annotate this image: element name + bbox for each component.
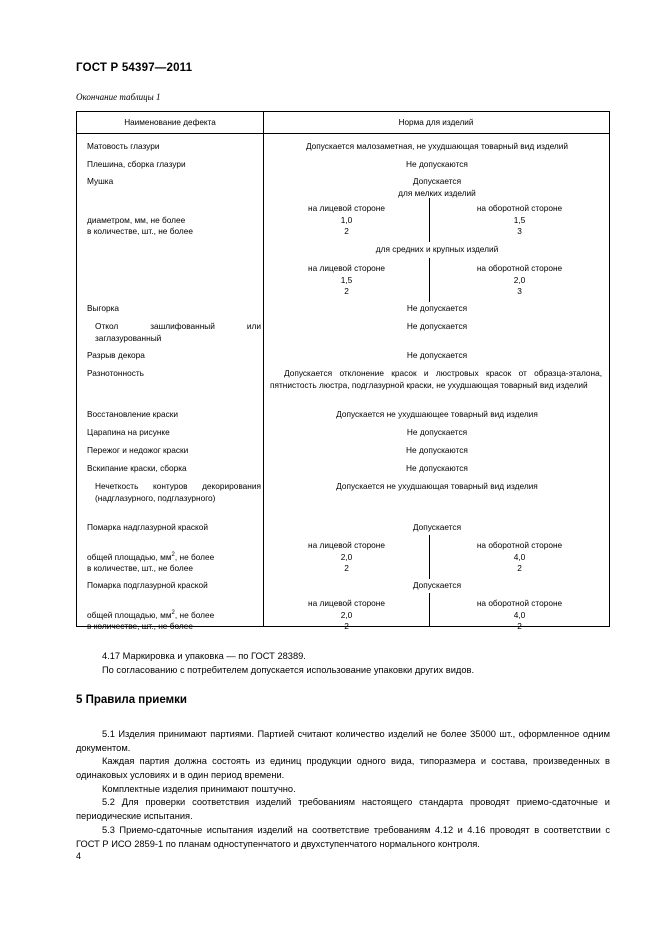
header-column-divider [263,112,264,134]
table-row-norm: Допускается [412,176,462,186]
value-back-area: 4,0 [513,552,526,562]
paragraph-5-1-c: Комплектные изделия принимают поштучно. [102,784,296,794]
value-medium-back-diameter: 2,0 [513,275,526,285]
sub-header-front: на лицевой стороне [307,598,385,608]
value-front-count: 2 [344,563,349,573]
value-back-count: 2 [517,621,522,631]
paragraph-5-2: 5.2 Для проверки соответствия изделий требованиям настоящего стандарта проводят приемо-сдаточные и периодические испытания. [76,797,610,821]
table-row: Помарка надглазурной краской [87,522,208,532]
value-small-back-count: 3 [517,226,522,236]
table-row: Откол зашлифованный или заглазурованный [95,321,261,343]
superscript-two: 2 [171,610,175,617]
value-small-front-count: 2 [344,226,349,236]
table-caption: Окончание таблицы 1 [76,92,161,102]
page-title: ГОСТ Р 54397—2011 [76,62,193,74]
value-medium-front-diameter: 1,5 [340,275,353,285]
sub-defect-area: общей площадью, $мм^2$, не более [87,610,215,620]
table-row-norm: Не допускается [406,303,468,313]
section-heading-5: 5 Правила приемки [76,694,187,706]
value-medium-back-count: 3 [517,286,522,296]
value-front-area: 2,0 [340,610,353,620]
value-front-area: 2,0 [340,552,353,562]
table-row-norm: Допускается не ухудшающее товарный вид изделия [336,409,538,419]
column-header-norm: Норма для изделий [398,118,474,127]
table-row: Царапина на рисунке [87,427,170,437]
paragraph-5-1: 5.1 Изделия принимают партиями. Партией считают количество изделий не более 35000 шт., оформленное одним документом. [76,729,610,753]
value-back-area: 4,0 [513,610,526,620]
table-row: Разрыв декора [87,350,145,360]
value-small-front-diameter: 1,0 [340,215,353,225]
table-row: Восстановление краски [87,409,179,419]
table-row: Выгорка [87,303,119,313]
sub-defect-diameter: диаметром, мм, не более [87,215,186,225]
paragraph-4-17: 4.17 Маркировка и упаковка — по ГОСТ 28389. [102,651,306,661]
table-row-norm: Допускается [412,580,462,590]
sub-header-back: на оборотной стороне [476,203,563,213]
table-row-norm: Не допускаются [406,159,468,169]
sub-defect-count: в количестве, шт., не более [87,621,193,631]
sub-header-front: на лицевой стороне [307,263,385,273]
table-row-norm: Допускается [412,522,462,532]
page-number: 4 [76,851,82,861]
column-header-defect: Наименование дефекта [124,118,216,127]
sub-header-front: на лицевой стороне [307,540,385,550]
sub-defect-count: в количестве, шт., не более [87,563,193,573]
table-row: Нечеткость контуров декорирования (надглазурного, подглазурного) [95,481,261,503]
paragraph-5-3: 5.3 Приемо-сдаточные испытания изделий на соответствие требованиям 4.12 и 4.16 проводят в соответствии с ГОСТ Р ИСО 2859-1 по планам одноступенчатого и двухступенчатого нормального контроля. [76,825,610,849]
table-row: Разнотонность [87,368,144,378]
table-row-norm: Не допускаются [406,463,468,473]
sub-defect-count: в количестве, шт., не более [87,226,193,236]
table-row-norm: Допускается отклонение красок и люстровых красок от образца-эталона, пятнистость люстра, подглазурной краски, не ухудшающая товарный вид изделий [270,368,602,390]
value-back-count: 2 [517,563,522,573]
table-row: Вскипание краски, сборка [87,463,187,473]
table-row: Плешина, сборка глазури [87,159,186,169]
table-row-norm: Не допускается [406,427,468,437]
sub-header-back: на оборотной стороне [476,598,563,608]
sub-header-back: на оборотной стороне [476,540,563,550]
defects-table [76,111,610,631]
table-row-norm: Не допускается [406,321,468,331]
group-label-small: для мелких изделий [398,188,476,198]
paragraph-5-1-b: Каждая партия должна состоять из единиц продукции одного вида, типоразмера и состава, произведенных в одинаковых условиях и в один период времени. [76,756,610,780]
value-medium-front-count: 2 [344,286,349,296]
sub-header-front: на лицевой стороне [307,203,385,213]
table-header-row [77,112,609,134]
sub-defect-area: общей площадью, $мм^2$, не более [87,552,215,562]
superscript-two: 2 [171,552,175,559]
sub-header-back: на оборотной стороне [476,263,563,273]
paragraph-4-17-note: По согласованию с потребителем допускается использование упаковки других видов. [102,665,475,675]
table-row-norm: Допускается малозаметная, не ухудшающая товарный вид изделий [305,141,569,151]
value-small-back-diameter: 1,5 [513,215,526,225]
table-row-norm: Допускается не ухудшающая товарный вид изделия [336,481,538,491]
table-row: Матовость глазури [87,141,160,151]
table-row-norm: Не допускаются [406,445,468,455]
table-row: Пережог и недожог краски [87,445,189,455]
value-front-count: 2 [344,621,349,631]
table-row-norm: Не допускается [406,350,468,360]
table-row: Помарка подглазурной краской [87,580,208,590]
table-row: Мушка [87,176,114,186]
group-label-medium: для средних и крупных изделий [375,244,499,254]
